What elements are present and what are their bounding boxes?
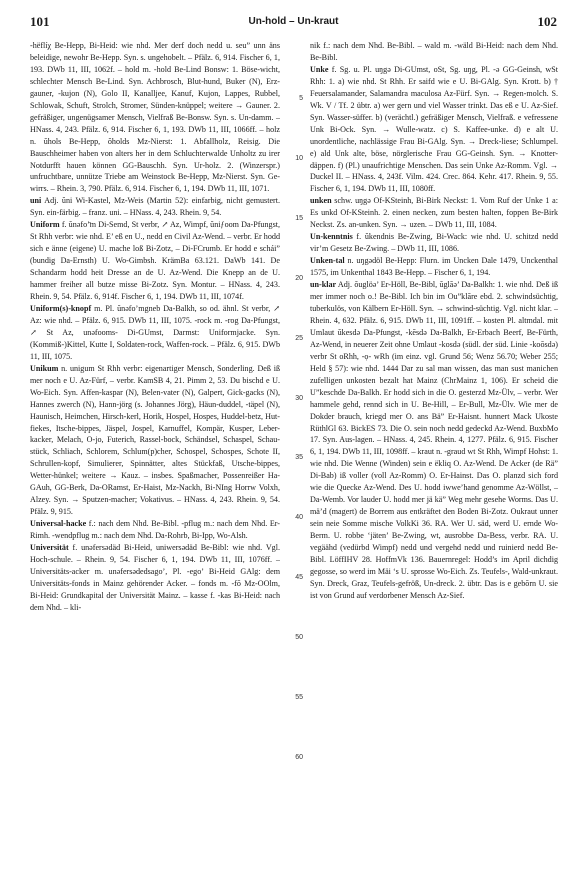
entry-body: f. ŭkendnis Be-Zwing, Bi-Wack: wie nhd. U. schitzd nedd vir’m Gesetz Be-Zwing. – DWb 11, III, 1086.: [310, 232, 558, 254]
entry-body: Adj. ŏuglöə’ Er-Höll, Be-Bibl, ŭglāə’ Da-Balkh: 1. wie nhd. Deß iß mer immer noch o.! Be-Bibl. Ich bin im Ou”klāre ebd. 2. schwindsüchtig, tuberkulös, von Kälbern Er-Höll. Syn. → schwind-süchtig. Vgl. nicht klar. – Rhein. 4, 632. Pfälz. 6, 915. DWb 11, III, 1091ff. – kosten Pl. altmdal. mit Umlaut ŭkesdə Da-Pfungst, -kēsdə Da-Balkh, Er-Erbach Beerf, Be-Fürth, Az-Wend, in neuerer Zeit ohne Umlaut -kosdə (südl. der süd. Linie -koōsdə) verbr St oRhh, -ọ- wRh (im einz. vgl. Grund 56; Wenz 56.70; Weber 255; Held § 57): wie nhd. 1444 Dar zu sal man wissen, das man sust manichen zufelligen unkosten bezalt hat Mainz (ChrMainz 1, 106). Er scheid die U”keschde Da-Balkh. Er hodd sich in die O. gesterzd Mz-Ülv, – verbr. Wer hammele gehd, rennd sich in U. Be-Hill, – Er-Bull, Mz-Ülv. Wie mer de Dokder brauch, kriegd mer O. ans Bä” Er-Haisnt. hunnert Mack Ukoste RüthlGl 63. BickES 73. Die O. sein noch nedd gedeckd Az-Wend. BuxbMo 17. Syn. Aus-lagen. – HNass. 4, 245. Rhein. 4, 1277. Pfälz. 6, 915. Fischer 6, 1, 194. DWb 11, III, 1098ff. – kraut n. -graud wt St Rhh, Wimpf Hohst: 1. wie nhd. Die Wenne (Winden) sein e ëkliq O. Az-Wend. De Acker (de Rä” Di-Bab) iß voller (voll Az-Romm) O. Er-Hainst. Das O. planzd sich ford wie die Quecke Az-Wend. Des U. hodd iwwe’hand genomme Az-Wöllst, – Da-Wemb. Vor lauder U. hodd mer jä kä” Weg mehr gesehe Worms. Das U. mä’d (magert) de Borrem aus entkräftet den Boden Bi-Zotz. Oukraut unner sein neie Somme mische VolkKi 36. RA. Wer U. säd, werd U. ernde Wo-Berm. U. robbe ‘jäten’ Be-Zwing, wt, ausrobbe Da-Bess, verbr. RA. U. vegäähd (vedürbd Wimpf) nedd und vergehd nedd und ruinierd nedd Be-Bibl. LöffIHV 28. HoffmVk 136. Bauernregel: Hodd’s im April dichdig gegosse, so werd im Mäi ‘s U. sprosse Wo-Eich. Zs. Teufels-, Wald-unkraut. Syn. Dreck, Graz, Teufels-gefröß, Un-dreck. 2. übtr. Das is e gebōrn U. sie ist von Grund auf verdorbener Mensch Az-Sief.: [310, 280, 558, 600]
entry-headword: Uniform(s)-knopf: [30, 303, 92, 313]
entry-body: schw. uŋgə Of-KSteinh, Bi-Birk Neckst: 1. Vom Ruf der Unke 1 a: Es unkd Of-KSteinh. 2. einen necken, zum besten halten, foppen Be-Birk Neckst. Zs. an-unken. Syn. → uzen. – DWb 11, III, 1084.: [310, 196, 558, 230]
line-number: 25: [295, 334, 303, 342]
dictionary-entry: [310, 231, 558, 255]
entry-headword: Uniform: [30, 220, 60, 230]
entry-body: Adj. ŭni Wi-Kastel, Mz-Weis (Martin 52): einfarbig, nicht gemustert. Syn. ein-färbig. – franz. uni. – HNass. 4, 243. Rhein. 9, 54.: [30, 196, 280, 218]
entry-headword: Unken-tal: [310, 256, 345, 266]
line-number: 55: [295, 694, 303, 701]
left-column: [30, 40, 280, 870]
dictionary-entry: [310, 279, 558, 602]
page-number-right: 102: [537, 14, 557, 29]
entry-headword: Unke: [310, 64, 329, 74]
entry-body: f. Sg. u. Pl. uŋgə Di-GUmst, oSt, Sg. uŋg, Pl. -ə GG-Geinsh, wSt Rhh: 1. a) wie nhd. St Rhh. Er saifd wie e U. Bi-GAlg. Syn. Krott. b) † Feuersalamander, Salamandra maculosa Az-Fürf. Syn. → Regen-molch. S. Wk. V / Tf. 2 übtr. a) wer gern und viel Wasser trinkt. Das eß e U. Az-Sief. Syn. Wasser-süffer. b) (verächtl.) gefräßiger Mensch, Vielfraß. e vefressene Unk Bi-Ock. Syn. → Wulle-watz. c) S. Kaffee-unke. d) e alt U. unordentliche, nachlässige Frau Bi-GAlg. Syn. → Dreck-liese; Schlumpel. e) ald Unk alte, böse, nörglerische Frau GG-Geinsh. Syn. → Knotter-däppen. f) (Pl.) unaufrichtige Menschen. Das sein Unke Az-Romm. Vgl. → Duckel II. – HNass. 4, 243f. Vilm. 424. Crec. 864. Kehr. 417. Rhein. 9, 55. Fischer 6, 1, 194. DWb 11, III, 1080ff.: [310, 64, 558, 194]
entry-headword: Universal-hacke: [30, 519, 87, 529]
entry-headword: Un-kenntnis: [310, 232, 353, 242]
entry-body: n. unigum St Rhh verbr: eigenartiger Mensch, Sonderling. Deß iß mer noch e U. Az-Fürf, – verbr. KamSB 4, 21. Pimm 2, 53. Du bischd e U. Wo-Eich. Syn. Affen-kaspar (N), Belen-vater (N), Galpert, Gick-gacks (N), Hannes zwerch (N), Hann-jörg (s. Johannes Jörg), Häun-duddel, -täpel (N), Haunisch, Heimchen, Hirsch-kerl, Horik, Hospel, Hospes, Huddel-betz, Hut-fiekes, Itsche-bippes, Jäspel, Jospel, Karnuffel, Kompär, Kusper, Leber-kacker, Melach, O-jo, Futerich, Rassel-bock, Schändsel, Schaspel, Schau-stück, Schliach, Schlorem, Schlum(p)cher, Schospel, Schospes, Schote II, Schrullen-kopf, Simulierer, Spinnätter, altes Stückfaß, Utsche-bippes, Wetter-hünkel; weitere → Kauz. – insbes. Spaßmacher, Possenreißer Ha-GAuh, GG-Berk, Da-ORamst, Er-Haist, Mz-Nackh, Bi-NIng Horrw Volxh, Alzey. Syn. → Sputzen-macher; Vokativus. – HNass. 4, 243. Rhein. 9, 54. Pfälz. 9, 915.: [30, 363, 280, 517]
running-title: Un-hold – Un-kraut: [248, 16, 339, 27]
dictionary-entry: [30, 303, 280, 363]
line-number: 35: [295, 454, 303, 462]
line-number: 10: [295, 154, 303, 162]
dictionary-entry: [310, 40, 558, 64]
line-number-gutter: [287, 40, 303, 870]
entry-body: f.: nach dem Nhd. Be-Bibl. -pflug m.: nach dem Nhd. Er-Rimh. -wendpflug m.: nach dem Nhd. Da-Rohrb, Bi-Ipp, Wo-Alsh.: [30, 519, 280, 541]
page-header: [30, 14, 557, 32]
entry-headword: Universität: [30, 543, 69, 553]
entry-body: f. ŭnəfo’̄m Di-Semd, St verbr, ↗ Az, Wimpf, ŭniƒoom Da-Pfungst, St Rhh verbr: wie nhd. E’ eß en U., nedd en Civil Az-Wend. – verbr. Er hodd sich e änne (eigene) U. mache loß Bi-Zotz, – Di-FCrumb. Er hodd e schái” (bundig Da-Ernsth) U. Wo-Gimbsh. KrämBa 63.121. DaWb 141. De Schandarm hodd heit Dresse an de U. Az-Wend. Die Knepp an de U. hammer freiher all butze misse Bi-Zotz. Syn. Montur. – HNass. 4, 243. Rhein. 9, 54. Pfälz. 6, 914f. Fischer 6, 1, 194. DWb 11, III, 1074f.: [30, 220, 280, 302]
dictionary-entry: [30, 542, 280, 614]
entry-headword: un-klar: [310, 280, 337, 290]
entry-headword: uni: [30, 196, 42, 206]
line-number: 60: [295, 753, 303, 761]
dictionary-entry: [310, 255, 558, 279]
line-number: 30: [295, 394, 303, 402]
dictionary-entry: [30, 195, 280, 219]
dictionary-entry: [310, 195, 558, 231]
line-number: 20: [295, 274, 303, 282]
line-number: 50: [295, 634, 303, 642]
entry-body: f. unəfersədäd Bi-Heid, uniwersədäd Be-Bibl: wie nhd. Vgl. Hoch-schule. – Rhein. 9, 54. Fischer 6, 1, 194. DWb 11, III, 1076ff. – Universitäts-acker m. unəfersədedsago’, Pl. -ego’ Bi-Heid GAlg: dem Universitäts-fonds in Mainz gehörender Acker. – fonds m. -fō Mz-OOlm, Bi-Heid: Grundkapital der Universität Mainz. – kasse f. -kas Bi-Heid: nach dem Nhd. – kli-: [30, 543, 280, 612]
line-number: 40: [295, 514, 303, 522]
entry-headword: Unikum: [30, 363, 59, 373]
dictionary-entry: [310, 64, 558, 195]
entry-body: m. Pl. ŭnəfo’mgneb Da-Balkh, so od. ähnl. St verbr, ↗ Az: wie nhd. – Pfälz. 6, 915. DWb 11, III, 1075. -rock m. -rog Da-Pfungst, ↗ St Az, unəfooms- Di-GUmst, Darmst: Uniformjacke. Syn. (Kommiß-)Kittel, Kutte I, Soldaten-rock, Waffen-rock. – Pfälz. 6, 915. DWb 11, III, 1075.: [30, 303, 280, 361]
line-number: 15: [295, 214, 303, 222]
dictionary-entry: [30, 219, 280, 303]
dictionary-entry: [30, 40, 280, 195]
line-number: 45: [295, 574, 303, 582]
line-number: 5: [299, 95, 303, 102]
dictionary-entry: [30, 363, 280, 518]
entry-body: -hëflíχ Be-Hepp, Bi-Heid: wie nhd. Mer derf doch nedd u. seu” unn äns beleidige, newohr Be-Hepp. Syn. s. ungehobelt. – Pfälz. 6, 914. Fischer 6, 1, 193. DWb 11, III, 1062f. – hold m. -hold Be-Lind Bonsw: 1. Böse-wicht, schlechter Mensch Be-Lind. Syn. Achbrosch, Blut-hund, Buker (N), Erz-gauner, -kujon (N), Golo II, Kanalljee, Kanuf, Kujon, Lappes, Rubbel, Schlowak, Schuft, Strolch, Stromer, Sünden-knüppel; weitere → Gauner. 2. gefräßiger, ungenügsamer Mensch, Vielfraß Be-Bonsw. Syn. s. Un-damm. – HNass. 4, 243. Pfälz. 6, 914. Fischer 6, 1, 193. DWb 11, III, 1066ff. – holz n. ŭhols Be-Hepp, ŏholds Mz-Nierst: 1. Abfallholz, Reisig. Die Bauschheimer haben von alters her in dem Schluchterwalde Unholtz zu irer Notdurfft hauen können GG-Bauschh. Syn. Ur-holz. 2. (Winzerspr.) unfruchtbare, unnütze Triebe am Weinstock Be-Hepp, Mz-Nierst. Syn. Ge-wirrs. – Rhein. 3, 790. Pfälz. 6, 914. Fischer 6, 1, 194. DWb 11, III, 1071.: [30, 41, 280, 194]
entry-body: n. uŋgədöl Be-Hepp: Flurn. im Uncken Dale 1479, Unckenthal 1575, im Unkenthal 1843 Be-Hepp. – Fischer 6, 1, 194.: [310, 256, 558, 278]
page-number-left: 101: [30, 14, 50, 29]
right-column: [310, 40, 558, 870]
dictionary-entry: [30, 518, 280, 542]
entry-headword: unken: [310, 196, 332, 206]
entry-body: nik f.: nach dem Nhd. Be-Bibl. – wald m. -wäld Bi-Heid: nach dem Nhd. Be-Bibl.: [310, 41, 558, 62]
